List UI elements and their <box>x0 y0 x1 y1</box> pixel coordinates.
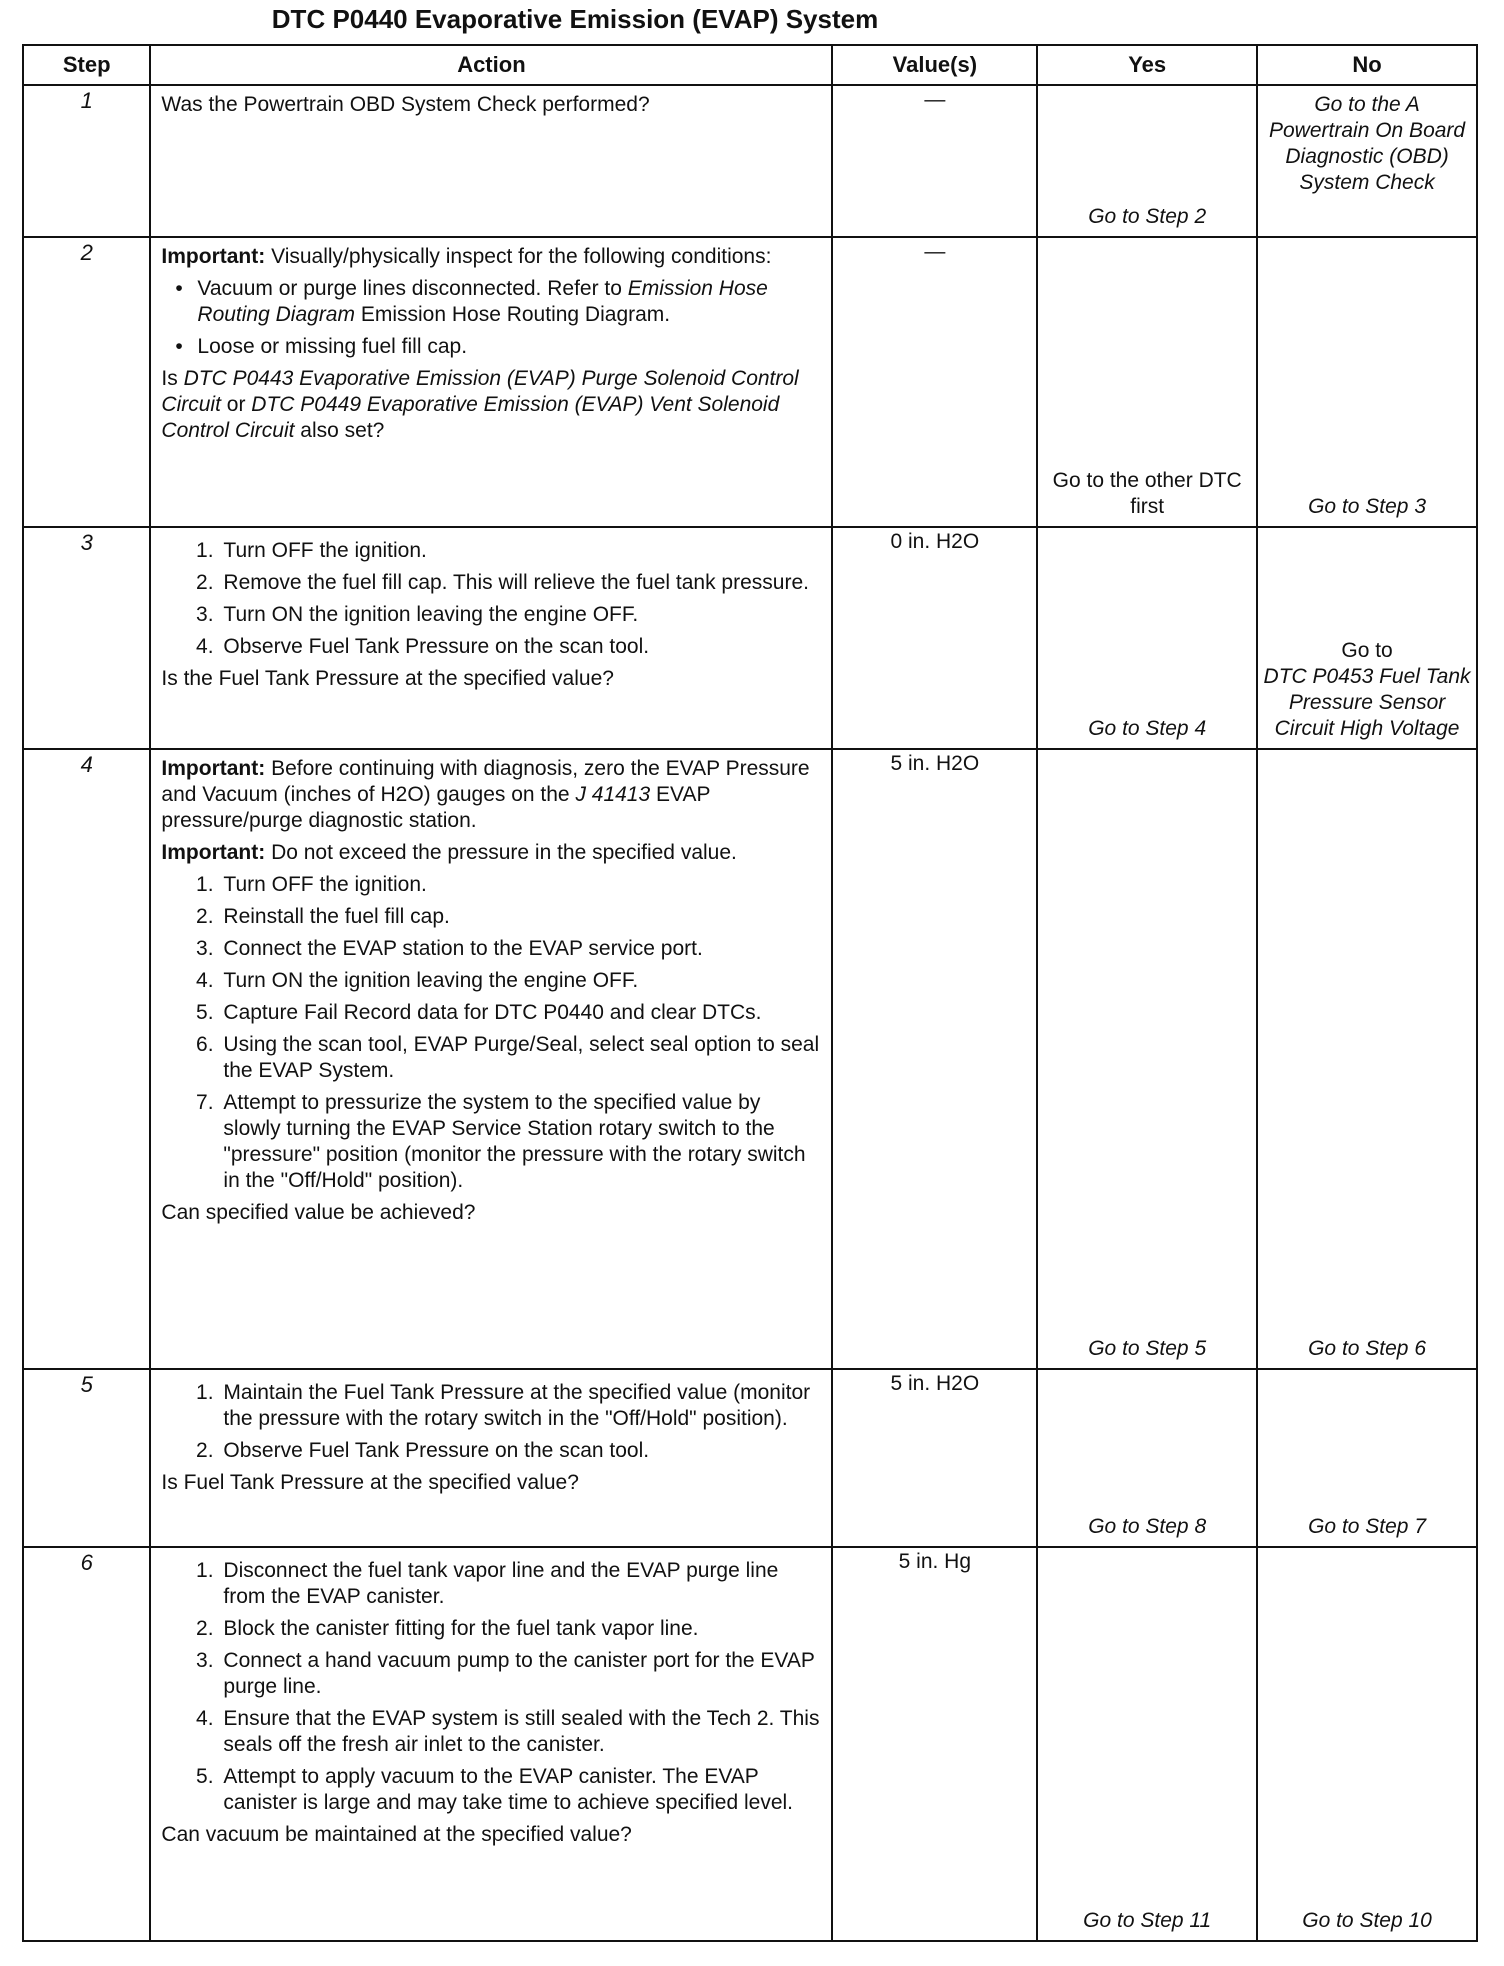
list-item-text: Emission Hose Routing Diagram. <box>360 303 671 327</box>
value-cell: 0 in. H2O <box>832 527 1037 749</box>
important-label: Important: <box>161 841 266 865</box>
yes-result: Go to Step 11 <box>1083 1908 1212 1932</box>
list-item-reference: Emission Hose Routing Diagram <box>197 277 768 327</box>
procedure-list <box>161 872 821 1194</box>
list-item: 1. Turn OFF the ignition. <box>219 538 821 564</box>
header-step: Step <box>23 45 150 85</box>
action-cell <box>150 749 832 1369</box>
important-label: Important: <box>161 757 266 780</box>
header-values: Value(s) <box>832 45 1037 85</box>
action-question: Was the Powertrain OBD System Check performed? <box>161 93 650 116</box>
table-row <box>23 749 1477 1369</box>
no-result: Go to Step 6 <box>1308 1336 1427 1360</box>
header-row <box>23 45 1477 85</box>
yes-result: Go to Step 8 <box>1088 1514 1207 1538</box>
step-number: 5 <box>23 1369 150 1547</box>
list-item <box>197 276 821 328</box>
action-question: Can vacuum be maintained at the specified value? <box>161 1823 632 1847</box>
list-item: 4. Turn ON the ignition leaving the engine OFF. <box>219 968 821 994</box>
yes-result: Go to the other DTC first <box>1052 468 1242 518</box>
yes-cell <box>1037 749 1257 1369</box>
list-item <box>197 334 821 360</box>
list-item: 2. Reinstall the fuel fill cap. <box>219 904 821 930</box>
page-title: DTC P0440 Evaporative Emission (EVAP) System <box>271 4 879 34</box>
action-cell <box>150 85 832 237</box>
list-item: 1. Disconnect the fuel tank vapor line and the EVAP purge line from the EVAP canister. <box>219 1558 821 1610</box>
no-cell <box>1257 1547 1477 1941</box>
table-row <box>23 85 1477 237</box>
value-cell: 5 in. H2O <box>832 749 1037 1369</box>
important-note <box>161 244 821 270</box>
list-item: 5. Attempt to apply vacuum to the EVAP canister. The EVAP canister is large and may take time to achieve specified level. <box>219 1764 821 1816</box>
list-item: 4. Observe Fuel Tank Pressure on the scan tool. <box>219 634 821 660</box>
step-number: 4 <box>23 749 150 1369</box>
action-cell <box>150 237 832 527</box>
yes-cell <box>1037 527 1257 749</box>
value-cell: — <box>832 85 1037 237</box>
dtc-reference: DTC P0443 Evaporative Emission (EVAP) Purge Solenoid Control Circuit <box>161 367 799 417</box>
question-text: Is <box>161 367 178 391</box>
important-note <box>161 840 821 866</box>
step-number: 3 <box>23 527 150 749</box>
procedure-list <box>161 1558 821 1816</box>
yes-result: Go to Step 4 <box>1088 716 1207 740</box>
dtc-reference: DTC P0453 Fuel Tank Pressure Sensor Circuit High Voltage <box>1263 664 1471 740</box>
yes-result: Go to Step 5 <box>1088 1336 1207 1360</box>
question-text: also set? <box>300 419 385 443</box>
header-yes: Yes <box>1037 45 1257 85</box>
table-row <box>23 527 1477 749</box>
important-text: Visually/physically inspect for the following conditions: <box>271 245 772 268</box>
no-result: Go to Step 7 <box>1308 1514 1427 1538</box>
list-item: 1. Maintain the Fuel Tank Pressure at the specified value (monitor the pressure with the rotary switch in the "Off/Hold" position). <box>219 1380 821 1432</box>
yes-cell <box>1037 1369 1257 1547</box>
important-text: Before continuing with diagnosis, zero the EVAP Pressure and Vacuum (inches of H2O) gauges on the <box>161 757 810 807</box>
list-item: 6. Using the scan tool, EVAP Purge/Seal, select seal option to seal the EVAP System. <box>219 1032 821 1084</box>
important-text: EVAP pressure/purge diagnostic station. <box>161 783 711 833</box>
list-item: 4. Ensure that the EVAP system is still sealed with the Tech 2. This seals off the fresh air inlet to the canister. <box>219 1706 821 1758</box>
list-item: 3. Turn ON the ignition leaving the engine OFF. <box>219 602 821 628</box>
value-cell: 5 in. Hg <box>832 1547 1037 1941</box>
procedure-list <box>161 538 821 660</box>
important-label: Important: <box>161 245 266 268</box>
table-row <box>23 237 1477 527</box>
action-question: Is the Fuel Tank Pressure at the specified value? <box>161 667 614 691</box>
no-cell <box>1257 237 1477 527</box>
no-result: Go to Step 10 <box>1302 1908 1432 1932</box>
no-result: Go to the A Powertrain On Board Diagnostic (OBD) System Check <box>1257 85 1477 237</box>
important-text: Do not exceed the pressure in the specified value. <box>271 841 737 865</box>
no-cell <box>1257 1369 1477 1547</box>
yes-cell <box>1037 85 1257 237</box>
header-action: Action <box>150 45 832 85</box>
important-note <box>161 756 821 834</box>
list-item: 2. Observe Fuel Tank Pressure on the scan tool. <box>219 1438 821 1464</box>
no-result <box>1258 638 1476 742</box>
list-item: 3. Connect a hand vacuum pump to the canister port for the EVAP purge line. <box>219 1648 821 1700</box>
step-number: 6 <box>23 1547 150 1941</box>
list-item-text: Loose or missing fuel fill cap. <box>197 335 468 359</box>
value-cell: — <box>832 237 1037 527</box>
no-result: Go to Step 3 <box>1308 494 1427 518</box>
action-cell <box>150 1369 832 1547</box>
list-item: 2. Remove the fuel fill cap. This will relieve the fuel tank pressure. <box>219 570 821 596</box>
header-no: No <box>1257 45 1477 85</box>
list-item: 1. Turn OFF the ignition. <box>219 872 821 898</box>
table-row <box>23 1547 1477 1941</box>
yes-cell <box>1037 1547 1257 1941</box>
dtc-reference: DTC P0449 Evaporative Emission (EVAP) Vent Solenoid Control Circuit <box>161 393 780 443</box>
action-question: Can specified value be achieved? <box>161 1201 476 1225</box>
no-cell <box>1257 749 1477 1369</box>
step-number: 1 <box>23 85 150 237</box>
value-cell: 5 in. H2O <box>832 1369 1037 1547</box>
action-question <box>161 366 821 444</box>
yes-cell <box>1037 237 1257 527</box>
list-item: 7. Attempt to pressurize the system to the specified value by slowly turning the EVAP Service Station rotary switch to the "pressure" position (monitor the pressure with the rotary switch in the "Off/Hold" position). <box>219 1090 821 1194</box>
table-row <box>23 1369 1477 1547</box>
action-cell <box>150 527 832 749</box>
list-item-text: Vacuum or purge lines disconnected. Refer to <box>197 277 622 301</box>
tool-reference: J 41413 <box>575 783 651 807</box>
action-question: Is Fuel Tank Pressure at the specified value? <box>161 1471 579 1495</box>
question-text: or <box>226 393 246 417</box>
no-result-text: Go to <box>1341 638 1393 662</box>
list-item: 3. Connect the EVAP station to the EVAP service port. <box>219 936 821 962</box>
action-cell <box>150 1547 832 1941</box>
procedure-list <box>161 1380 821 1464</box>
list-item: 2. Block the canister fitting for the fuel tank vapor line. <box>219 1616 821 1642</box>
yes-result: Go to Step 2 <box>1088 204 1207 228</box>
diagnostic-table <box>22 44 1478 1942</box>
no-cell <box>1257 527 1477 749</box>
list-item: 5. Capture Fail Record data for DTC P0440 and clear DTCs. <box>219 1000 821 1026</box>
step-number: 2 <box>23 237 150 527</box>
condition-list <box>161 276 821 360</box>
